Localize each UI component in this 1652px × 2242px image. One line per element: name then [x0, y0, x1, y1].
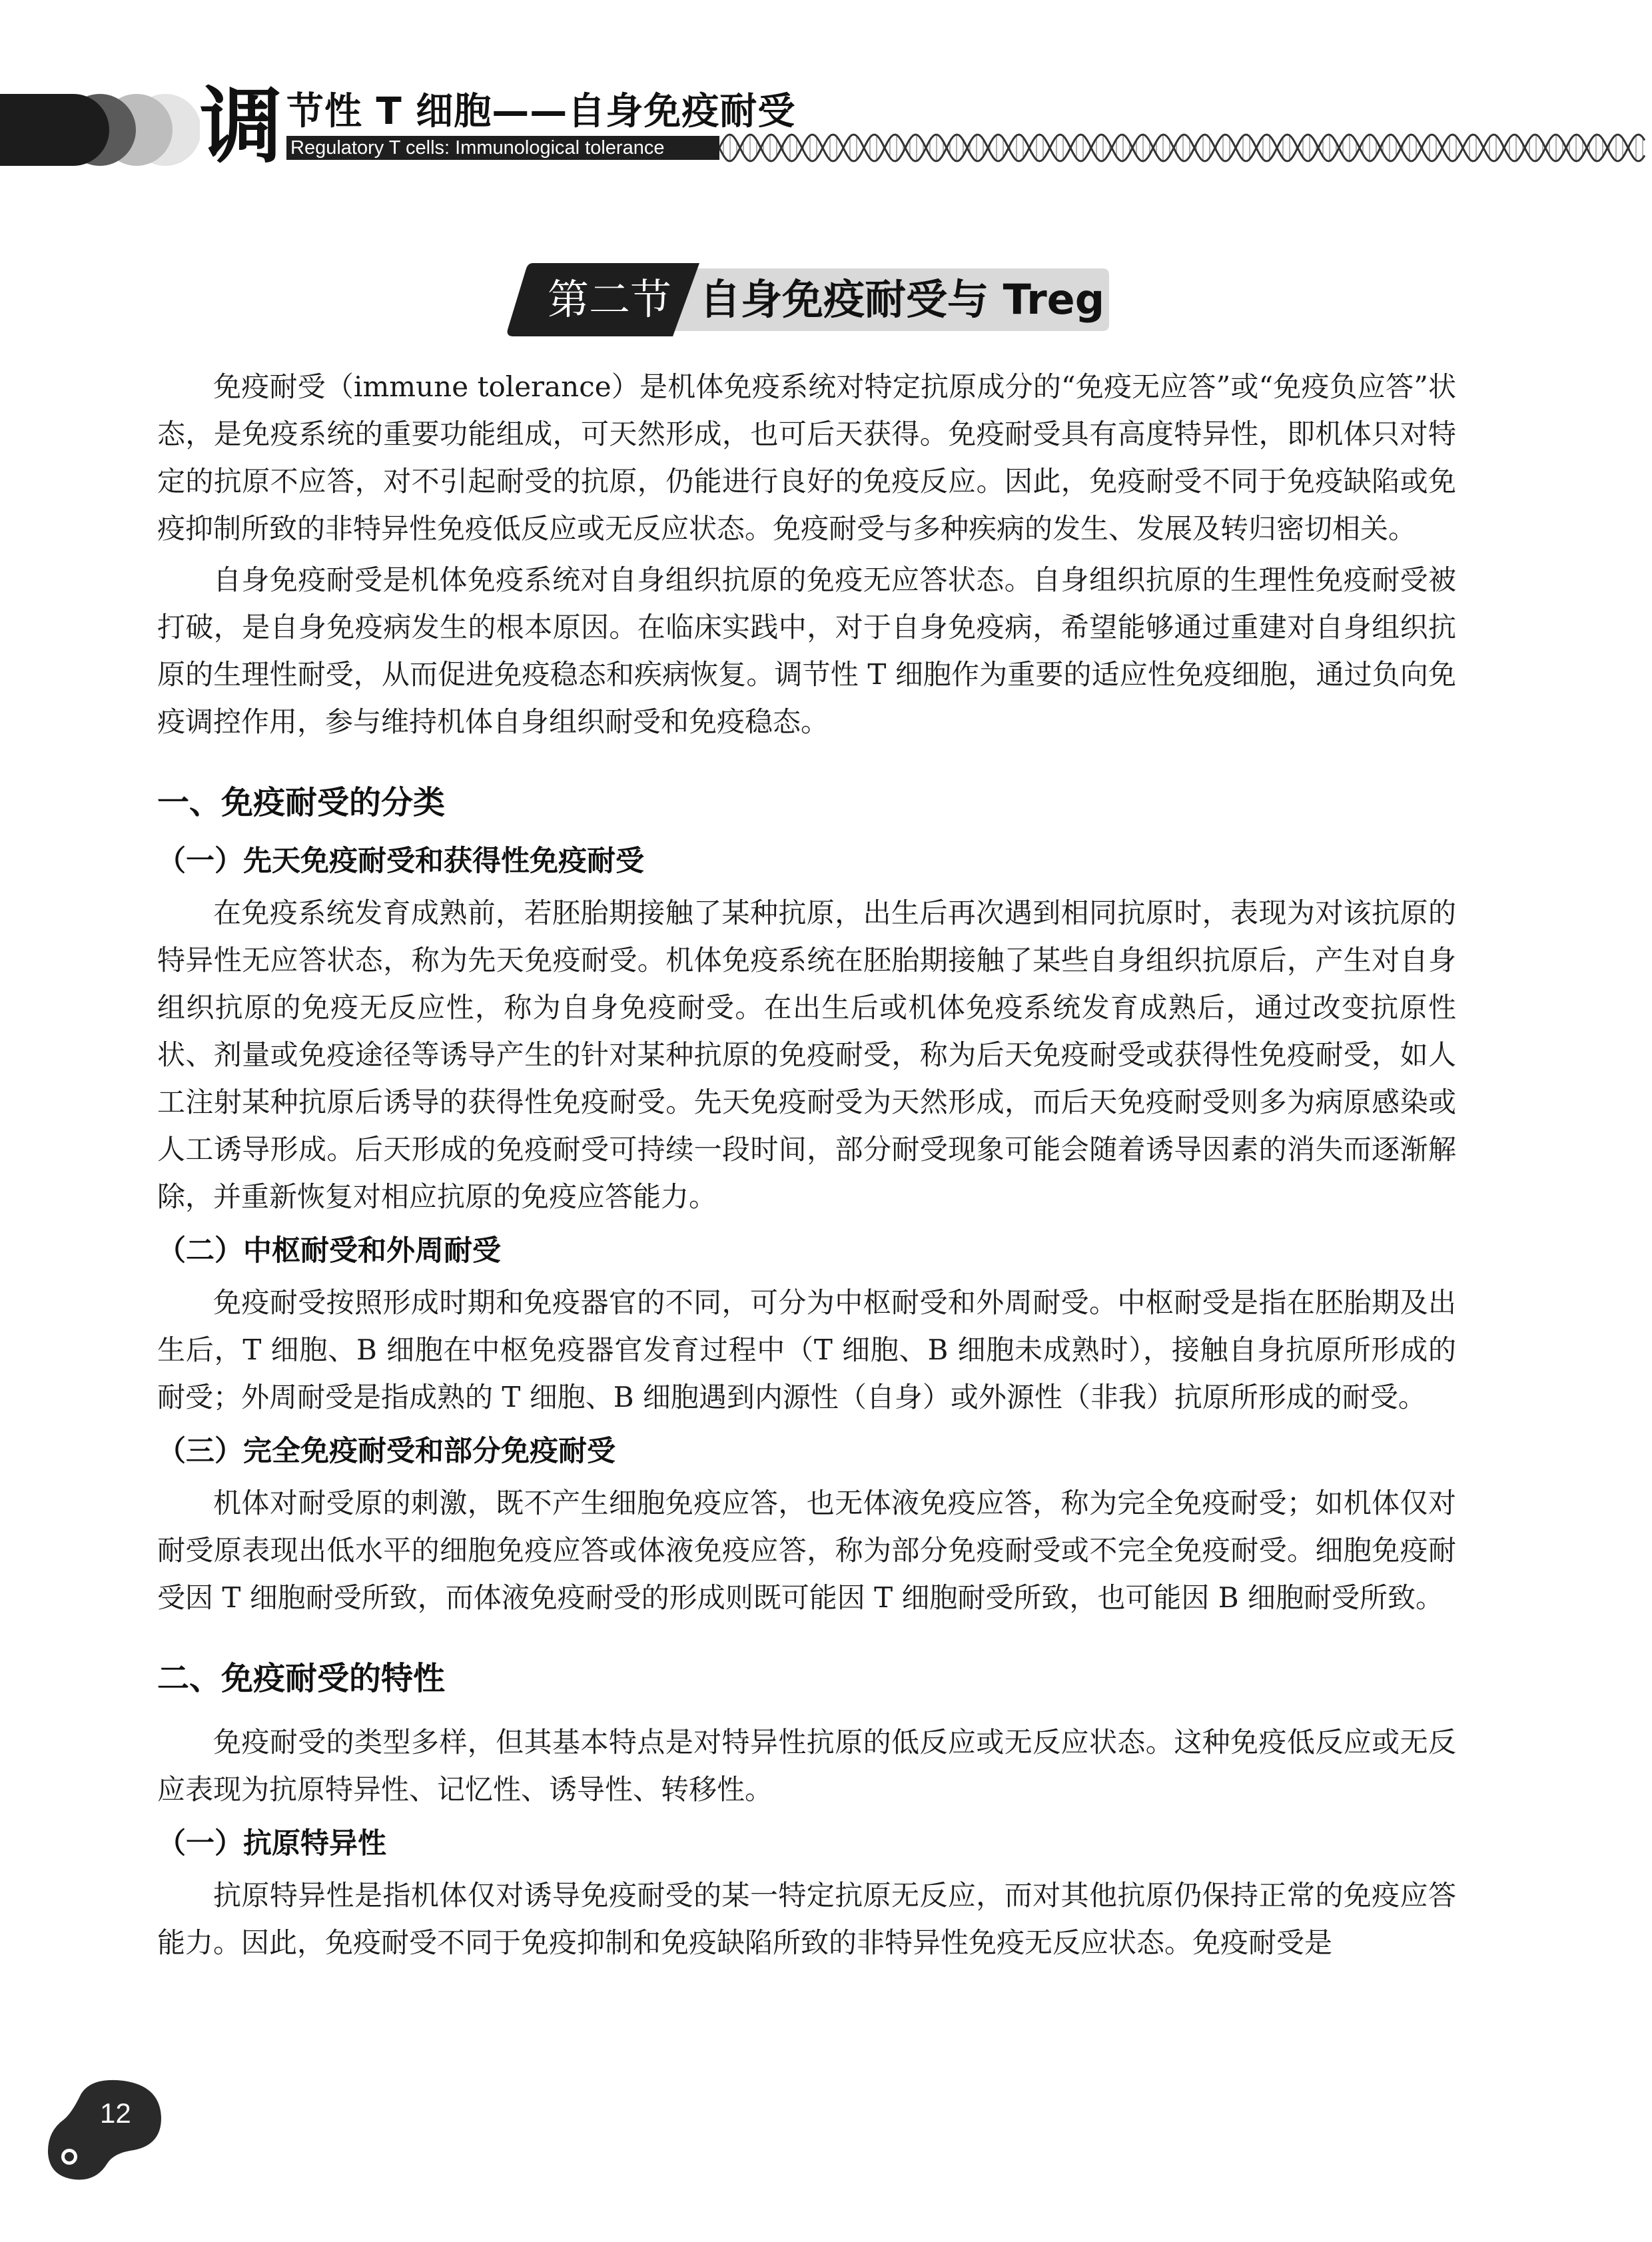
- heading-characteristics: 二、免疫耐受的特性: [157, 1660, 446, 1697]
- section-banner: [506, 263, 1112, 336]
- page-body: [157, 363, 1456, 1966]
- page-number-badge: [44, 2078, 177, 2185]
- paragraph-complete-partial: 机体对耐受原的刺激，既不产生细胞免疫应答，也无体液免疫应答，称为完全免疫耐受；如机体仅对耐受原表现出低水平的细胞免疫应答或体液免疫应答，称为部分免疫耐受或不完全免疫耐受。细胞免疫耐受因 T 细胞耐受所致，而体液免疫耐受的形成则既可能因 T 细胞耐受所致，也可能因 B 细胞耐受所致。: [157, 1487, 1456, 1614]
- header-dna-helix-decor: [719, 131, 1652, 165]
- paragraph-central-peripheral: 免疫耐受按照形成时期和免疫器官的不同，可分为中枢耐受和外周耐受。中枢耐受是指在胚胎期及出生后，T 细胞、B 细胞在中枢免疫器官发育过程中（T 细胞、B 细胞未成熟时），接触自身抗原所形成的耐受；外周耐受是指成熟的 T 细胞、B 细胞遇到内源性（自身）或外源性（非我）抗原所形成的耐受。: [157, 1286, 1456, 1413]
- heading-classification: 一、免疫耐受的分类: [157, 784, 446, 821]
- section-title: 自身免疫耐受与 Treg: [699, 275, 1105, 324]
- section-number: 第二节: [547, 275, 671, 324]
- header-title: 节性 T 细胞——自身免疫耐受: [286, 90, 796, 133]
- header-subtitle: Regulatory T cells: Immunological tolerance: [286, 136, 719, 160]
- paragraph-characteristics: 免疫耐受的类型多样，但其基本特点是对特异性抗原的低反应或无反应状态。这种免疫低反应或无反应表现为抗原特异性、记忆性、诱导性、转移性。: [157, 1726, 1456, 1806]
- subheading-innate-acquired: （一）先天免疫耐受和获得性免疫耐受: [157, 845, 644, 878]
- paragraph-antigen-specificity: 抗原特异性是指机体仅对诱导免疫耐受的某一特定抗原无反应，而对其他抗原仍保持正常的免疫应答能力。因此，免疫耐受不同于免疫抑制和免疫缺陷所致的非特异性免疫无反应状态。免疫耐受是: [157, 1879, 1456, 1959]
- paragraph-innate-acquired: 在免疫系统发育成熟前，若胚胎期接触了某种抗原，出生后再次遇到相同抗原时，表现为对该抗原的特异性无应答状态，称为先天免疫耐受。机体免疫系统在胚胎期接触了某些自身组织抗原后，产生对自身组织抗原的免疫无反应性，称为自身免疫耐受。在出生后或机体免疫系统发育成熟后，通过改变抗原性状、剂量或免疫途径等诱导产生的针对某种抗原的免疫耐受，称为后天免疫耐受或获得性免疫耐受，如人工注射某种抗原后诱导的获得性免疫耐受。先天免疫耐受为天然形成，而后天免疫耐受则多为病原感染或人工诱导形成。后天形成的免疫耐受可持续一段时间，部分耐受现象可能会随着诱导因素的消失而逐渐解除，并重新恢复对相应抗原的免疫应答能力。: [157, 897, 1456, 1213]
- subheading-central-peripheral: （二）中枢耐受和外周耐受: [157, 1234, 501, 1268]
- subheading-complete-partial: （三）完全免疫耐受和部分免疫耐受: [157, 1435, 616, 1468]
- header-decor-circles: [0, 93, 200, 167]
- paragraph-intro-2: 自身免疫耐受是机体免疫系统对自身组织抗原的免疫无应答状态。自身组织抗原的生理性免疫耐受被打破，是自身免疫病发生的根本原因。在临床实践中，对于自身免疫病，希望能够通过重建对自身组织抗原的生理性耐受，从而促进免疫稳态和疾病恢复。调节性 T 细胞作为重要的适应性免疫细胞，通过负向免疫调控作用，参与维持机体自身组织耐受和免疫稳态。: [157, 563, 1456, 738]
- paragraph-intro-1: 免疫耐受（immune tolerance）是机体免疫系统对特定抗原成分的“免疫无应答”或“免疫负应答”状态，是免疫系统的重要功能组成，可天然形成，也可后天获得。免疫耐受具有高度特异性，即机体只对特定的抗原不应答，对不引起耐受的抗原，仍能进行良好的免疫反应。因此，免疫耐受不同于免疫缺陷或免疫抑制所致的非特异性免疫低反应或无反应状态。免疫耐受与多种疾病的发生、发展及转归密切相关。: [157, 370, 1456, 545]
- subheading-antigen-specificity: （一）抗原特异性: [157, 1827, 386, 1860]
- page-number: 12: [100, 2097, 131, 2129]
- header-big-char: 调: [200, 79, 283, 175]
